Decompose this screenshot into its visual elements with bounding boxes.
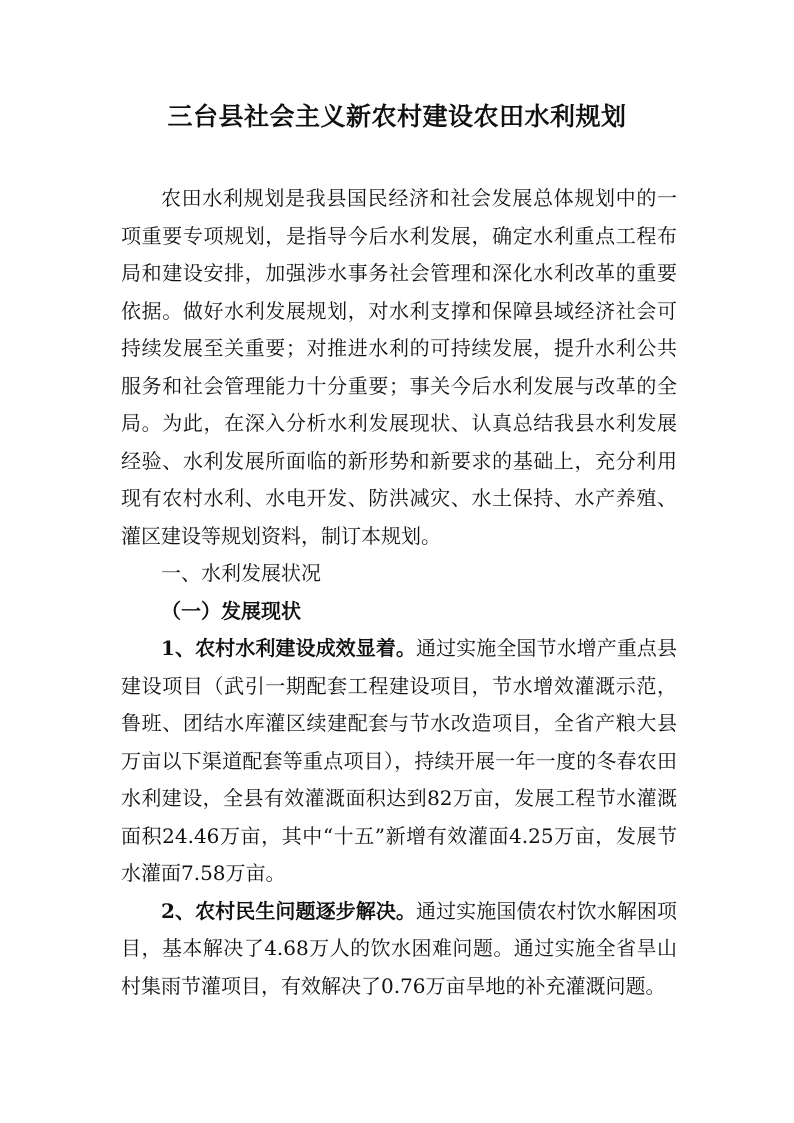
item-1-text: 通过实施全国节水增产重点县建设项目（武引一期配套工程建设项目，节水增效灌溉示范，鲁班、团结水库灌区续建配套与节水改造项目，全省产粮大县万亩以下渠道配套等重点项目），持续开展一年一度的冬春农田水利建设，全县有效灌溉面积达到82万亩，发展工程节水灌溉面积24.46万亩，其中“十五”新增有效灌面4.25万亩，发展节水灌面7.58万亩。 bbox=[121, 636, 677, 885]
item-2-text: 通过实施国债农村饮水解困项目，基本解决了4.68万人的饮水困难问题。通过实施全省旱山村集雨节灌项目，有效解决了0.76万亩旱地的补充灌溉问题。 bbox=[121, 898, 677, 998]
intro-paragraph: 农田水利规划是我县国民经济和社会发展总体规划中的一项重要专项规划，是指导今后水利发展，确定水利重点工程布局和建设安排，加强涉水事务社会管理和深化水利改革的重要依据。做好水利发展规划，对水利支撑和保障县域经济社会可持续发展至关重要；对推进水利的可持续发展，提升水利公共服务和社会管理能力十分重要；事关今后水利发展与改革的全局。为此，在深入分析水利发展现状、认真总结我县水利发展经验、水利发展所面临的新形势和新要求的基础上，充分利用现有农村水利、水电开发、防洪减灾、水土保持、水产养殖、灌区建设等规划资料，制订本规划。 bbox=[121, 186, 677, 548]
document-title: 三台县社会主义新农村建设农田水利规划 bbox=[167, 102, 627, 131]
item-paragraph-1 bbox=[121, 630, 677, 893]
item-paragraph-2 bbox=[121, 893, 677, 1006]
document-body bbox=[121, 180, 677, 1005]
section-heading: 一、水利发展状况 bbox=[161, 561, 321, 585]
item-2-lead: 2、农村民生问题逐步解决。 bbox=[161, 898, 416, 923]
subsection-heading: （一）发展现状 bbox=[161, 598, 301, 623]
item-1-lead: 1、农村水利建设成效显着。 bbox=[161, 636, 416, 660]
